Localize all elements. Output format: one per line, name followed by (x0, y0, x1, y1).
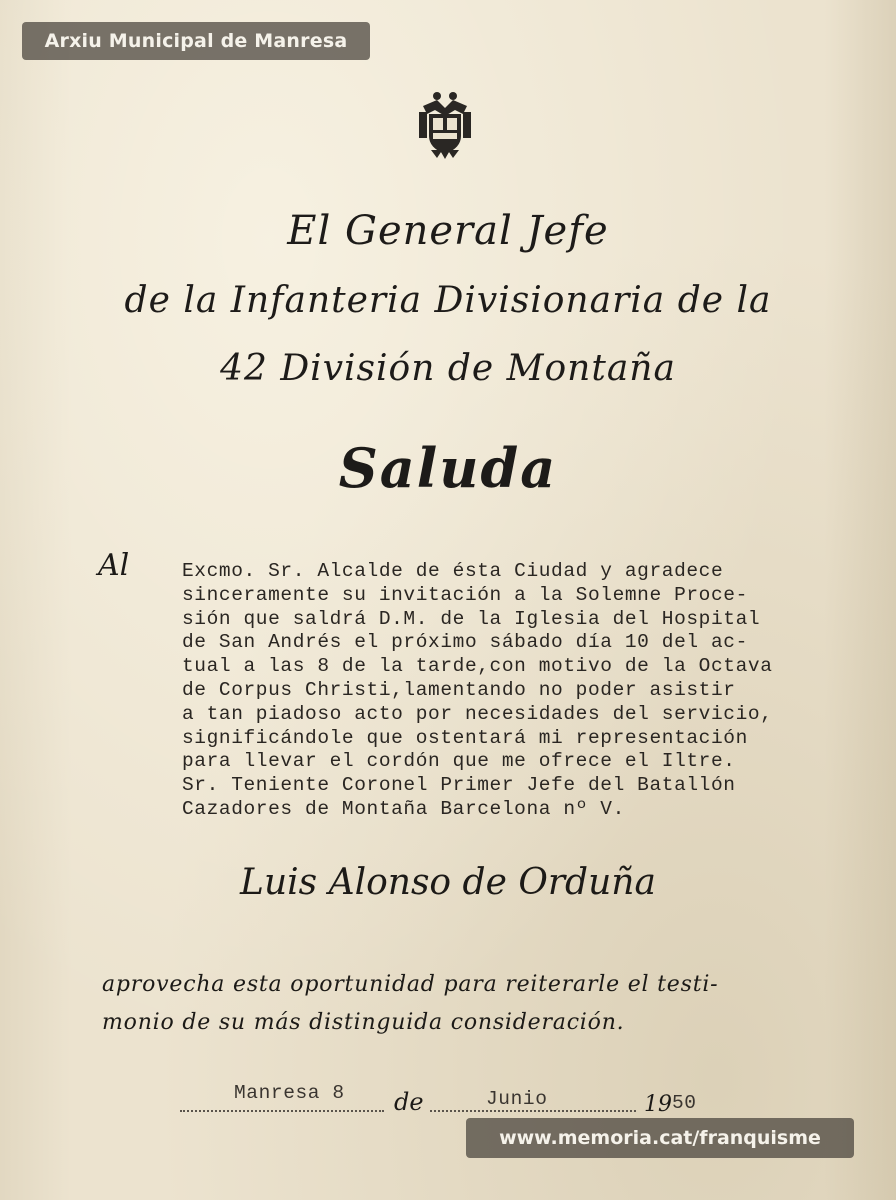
title-line-1: El General Jefe (287, 208, 609, 254)
body-line: de San Andrés el próximo sábado día 10 del ac- (182, 631, 748, 654)
body-line: Cazadores de Montaña Barcelona nº V. (182, 797, 625, 820)
closing-line-1: aprovecha esta oportunidad para reiterarle el testi- (102, 972, 719, 997)
source-watermark: www.memoria.cat/franquisme (466, 1118, 854, 1158)
body-line: a tan piadoso acto por necesidades del servicio, (182, 702, 773, 725)
date-line (0, 1080, 896, 1116)
body-line: Excmo. Sr. Alcalde de ésta Ciudad y agradece (182, 560, 724, 582)
body-line: tual a las 8 de la tarde,con motivo de la Octava (182, 655, 773, 678)
date-year-printed: 19 (644, 1092, 672, 1117)
body-line: sinceramente su invitación a la Solemne Proce- (182, 583, 748, 606)
title-line-3: 42 División de Montaña (220, 348, 676, 389)
closing-formula (102, 966, 862, 1042)
greeting-saluda: Saluda (338, 436, 558, 500)
archive-watermark: Arxiu Municipal de Manresa (22, 22, 370, 60)
body-line: para llevar el cordón que me ofrece el Iltre. (182, 750, 736, 773)
body-line: sión que saldrá D.M. de la Iglesia del Hospital (182, 607, 761, 630)
date-de: de (394, 1088, 424, 1116)
date-month-dots (430, 1110, 636, 1112)
title-line-2: de la Infanteria Divisionaria de la (124, 280, 772, 321)
coat-of-arms-icon (415, 88, 475, 160)
body-prefix: Al (98, 548, 130, 583)
date-month: Junio (486, 1088, 548, 1110)
date-place-dots (180, 1110, 384, 1112)
date-place-day: Manresa 8 (234, 1082, 345, 1104)
typed-body (182, 560, 892, 822)
body-line: significándole que ostentará mi representación (182, 726, 748, 749)
body-line: de Corpus Christi,lamentando no poder asistir (182, 678, 736, 701)
signature-name: Luis Alonso de Orduña (240, 862, 656, 903)
date-year-typed: 50 (672, 1092, 697, 1114)
body-line: Sr. Teniente Coronel Primer Jefe del Batallón (182, 774, 736, 797)
closing-line-2: monio de su más distinguida consideración. (102, 1010, 625, 1035)
